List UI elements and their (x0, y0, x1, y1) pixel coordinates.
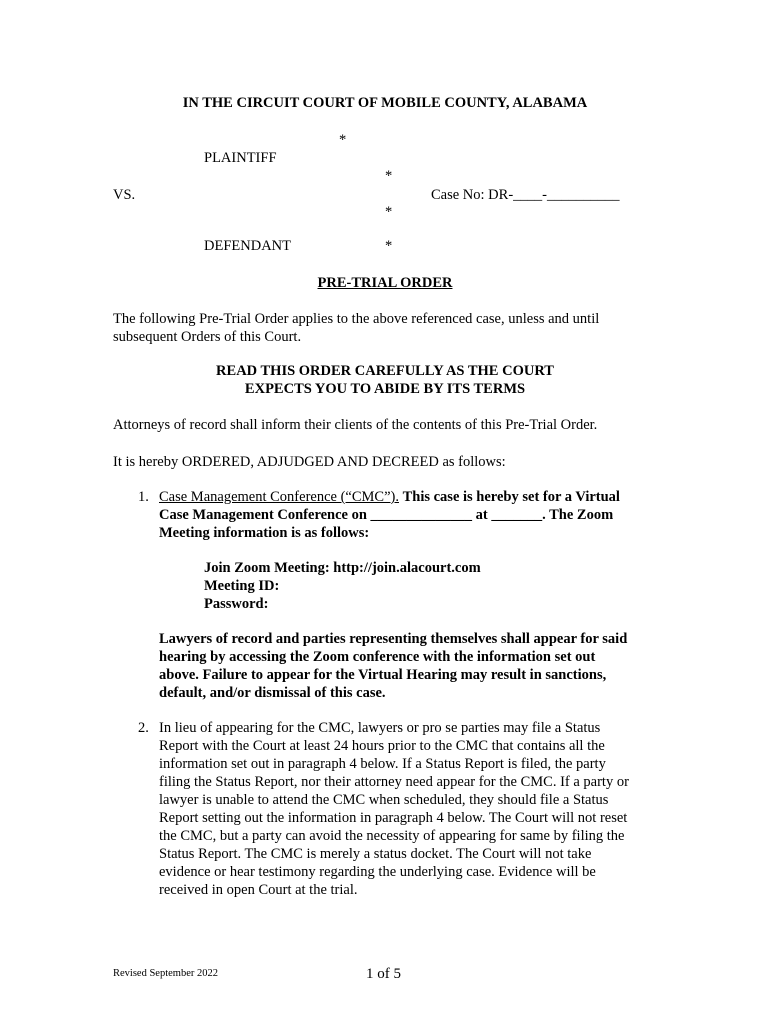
item-2-body (159, 719, 649, 899)
notice-line: hearing by accessing the Zoom conference with the information set out (159, 649, 596, 665)
court-title: IN THE CIRCUIT COURT OF MOBILE COUNTY, ALABAMA (182, 95, 588, 111)
item-2-line: lawyer is unable to attend the CMC when scheduled, they should file a Status (159, 792, 609, 808)
item-2-line: Report setting out the information in paragraph 4 below. The Court will not reset (159, 810, 628, 826)
item-2-line: filing the Status Report, nor their attorney need appear for the CMC. If a party or (159, 774, 629, 790)
intro-line: subsequent Orders of this Court. (113, 329, 302, 345)
warning-line: READ THIS ORDER CAREFULLY AS THE COURT (216, 363, 554, 379)
caption-star: * (385, 168, 393, 184)
caption-star: * (339, 132, 347, 148)
item-1-line: Case Management Conference on ______________ at _______. The Zoom (159, 507, 614, 523)
caption-star: * (385, 204, 393, 220)
zoom-join-line: Join Zoom Meeting: http://join.alacourt.com (204, 560, 481, 576)
zoom-meeting-id: Meeting ID: (204, 578, 280, 594)
item-1-body (159, 488, 649, 542)
item-number: 1. (138, 489, 149, 505)
item-2-line: evidence or hear testimony regarding the underlying case. Evidence will be (159, 864, 596, 880)
item-1-heading: Case Management Conference (“CMC”). (159, 489, 399, 505)
defendant-label: DEFENDANT (204, 238, 291, 254)
item-2-line: In lieu of appearing for the CMC, lawyers or pro se parties may file a Status (159, 720, 601, 736)
plaintiff-label: PLAINTIFF (204, 150, 277, 166)
warning-line: EXPECTS YOU TO ABIDE BY ITS TERMS (244, 381, 526, 397)
zoom-password: Password: (204, 596, 269, 612)
notice-line: default, and/or dismissal of this case. (159, 685, 386, 701)
revision-date: Revised September 2022 (113, 968, 218, 979)
case-number: Case No: DR-____-__________ (431, 187, 620, 203)
item-2-line: information set out in paragraph 4 below. If a Status Report is filed, the party (159, 756, 606, 772)
item-2-line: Report with the Court at least 24 hours prior to the CMC that contains all the (159, 738, 605, 754)
intro-paragraph (113, 310, 633, 346)
notice-line: Lawyers of record and parties representing themselves shall appear for said (159, 631, 628, 647)
document-title: PRE-TRIAL ORDER (317, 275, 453, 291)
caption-star: * (385, 238, 393, 254)
notice-line: above. Failure to appear for the Virtual Hearing may result in sanctions, (159, 667, 607, 683)
zoom-info (204, 559, 481, 613)
item-2-line: received in open Court at the trial. (159, 882, 358, 898)
item-1-line (159, 488, 649, 506)
ordered-paragraph: It is hereby ORDERED, ADJUDGED AND DECREED as follows: (113, 454, 506, 470)
item-2-line: the CMC, but a party can avoid the necessity of appearing for same by filing the (159, 828, 625, 844)
item-1-line: Meeting information is as follows: (159, 525, 370, 541)
item-1-text: This case is hereby set for a Virtual (402, 489, 620, 505)
attorneys-paragraph: Attorneys of record shall inform their clients of the contents of this Pre-Trial Order. (113, 417, 598, 433)
vs-label: VS. (113, 187, 136, 203)
item-number: 2. (138, 720, 149, 736)
item-2-line: Status Report. The CMC is merely a status docket. The Court will not take (159, 846, 592, 862)
item-1-notice (159, 630, 649, 702)
page-number: 1 of 5 (366, 966, 401, 982)
intro-line: The following Pre-Trial Order applies to the above referenced case, unless and until (113, 311, 600, 327)
